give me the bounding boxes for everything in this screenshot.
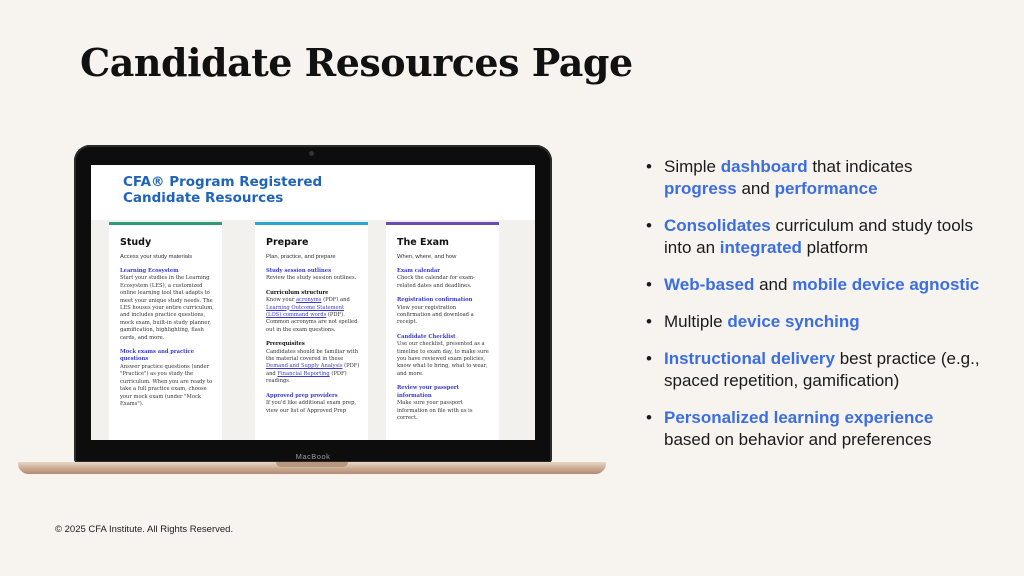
card-heading: Study xyxy=(120,237,152,248)
laptop-notch xyxy=(276,462,348,467)
camera-icon xyxy=(309,151,314,156)
link-registration-confirmation[interactable]: Registration confirmation xyxy=(397,297,473,304)
link-mock-exams[interactable]: Mock exams and practice questions xyxy=(120,349,195,363)
card-text: Candidates should be familiar with the material covered in these Demand and Supply Analysis (PDF) and Financial Reporting (PDF) readings. xyxy=(266,348,360,385)
slide-title: Candidate Resources Page xyxy=(80,40,633,85)
card-item-heading: Curriculum structure xyxy=(266,289,329,296)
link-study-session-outlines[interactable]: Study session outlines xyxy=(266,268,331,274)
link-financial-reporting[interactable]: Financial Reporting xyxy=(277,370,330,377)
card-item-heading: Prerequisites xyxy=(266,341,305,348)
laptop-brand-label: MacBook xyxy=(295,452,331,461)
card-subheading: Access your study materials xyxy=(120,254,193,260)
link-learning-ecosystem[interactable]: Learning Ecosystem xyxy=(120,268,179,274)
link-demand-supply[interactable]: Demand and Supply Analysis xyxy=(266,363,343,370)
bullet-item: • Consolidates curriculum and study tools into an integrated platform xyxy=(644,215,984,259)
card-text: Use our checklist, presented as a timeline to exam day, to make sure you have reviewed exam policies, know what to bring, what to wear, and more. xyxy=(397,341,489,377)
link-passport-information[interactable]: Review your passport information xyxy=(397,385,459,399)
bullet-item: • Personalized learning experience based on behavior and preferences xyxy=(644,407,984,451)
bullet-item: • Instructional delivery best practice (e.g., spaced repetition, gamification) xyxy=(644,348,984,392)
feature-bullet-list xyxy=(644,156,984,466)
link-los-command-words[interactable]: Learning Outcome Statement (LOS) command words xyxy=(266,304,345,319)
card-study xyxy=(109,222,222,440)
card-subheading: When, where, and how xyxy=(397,254,457,260)
card-text: Make sure your passport information on file with us is correct. xyxy=(397,400,473,421)
card-text: If you'd like additional exam prep, view our list of Approved Prep xyxy=(266,400,357,414)
card-the-exam xyxy=(386,222,499,440)
card-heading: The Exam xyxy=(397,237,449,248)
laptop-base xyxy=(18,462,606,474)
link-candidate-checklist[interactable]: Candidate Checklist xyxy=(397,333,456,340)
copyright-footer: © 2025 CFA Institute. All Rights Reserved. xyxy=(55,524,234,535)
card-text: View your registration confirmation and download a receipt. xyxy=(397,304,474,326)
webpage-title: CFA® Program Registered Candidate Resources xyxy=(123,174,323,206)
bullet-item: • Simple dashboard that indicates progress and performance xyxy=(644,156,984,200)
card-text: Answer practice questions (under "Practice") as you study the curriculum. When you are ready to take a full practice exam, choose your mock exam (under "Mock Exams"). xyxy=(120,363,213,407)
link-acronyms[interactable]: acronyms xyxy=(295,297,322,304)
card-heading: Prepare xyxy=(266,237,309,248)
card-text: Know your acronyms (PDF) and Learning Outcome Statement (LOS) command words (PDF). Common acronyms are not spelled out in the exam questions. xyxy=(266,297,358,333)
link-exam-calendar[interactable]: Exam calendar xyxy=(397,268,440,274)
card-text: Start your studies in the Learning Ecosystem (LES), a customized online learning tool that adapts to meet your unique study needs. The LES houses your entire curriculum, and includes practice questions, mock exam, built-in study planner, gamification, highlighting, flash cards, and more. xyxy=(120,275,214,341)
bullet-item: • Web-based and mobile device agnostic xyxy=(644,274,984,296)
card-prepare xyxy=(255,222,368,440)
card-text: Review the study session outlines. xyxy=(266,275,357,282)
laptop-screen-bezel xyxy=(74,145,552,463)
card-text: Check the calendar for exam-related dates and deadlines. xyxy=(397,275,475,289)
link-approved-prep-providers[interactable]: Approved prep providers xyxy=(266,392,338,399)
webpage-header xyxy=(91,165,535,220)
laptop-screen xyxy=(91,165,535,440)
bullet-item: • Multiple device synching xyxy=(644,311,984,333)
card-subheading: Plan, practice, and prepare xyxy=(266,254,336,260)
